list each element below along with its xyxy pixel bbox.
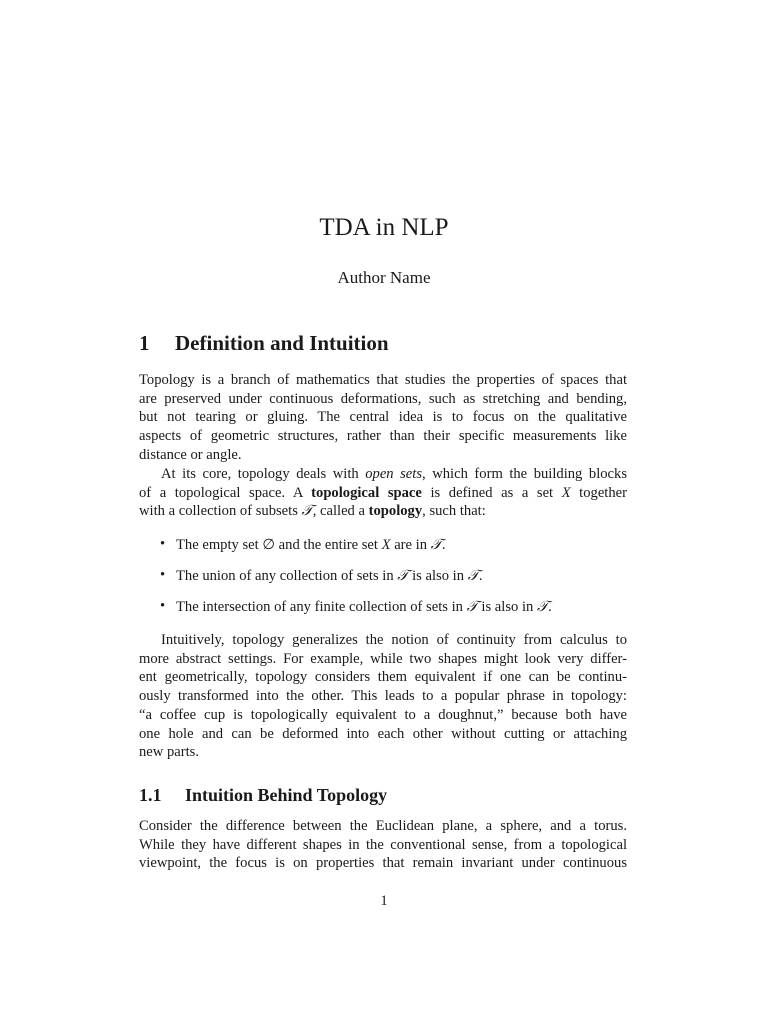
math-variable: X <box>561 484 571 501</box>
text-run: . <box>441 537 446 553</box>
section-title: Definition and Intuition <box>175 331 389 355</box>
subsection-heading <box>139 785 387 806</box>
paragraph-line: Intuitively, topology generalizes the notion of continuity from calculus to <box>161 632 627 648</box>
text-run: The intersection of any finite collection of sets in <box>176 599 467 615</box>
term-topology: topology <box>368 503 423 520</box>
paragraph-line: one hole and can be deformed into each other without cutting or attaching <box>139 725 627 742</box>
subsection-title: Intuition Behind Topology <box>185 785 388 805</box>
page-number: 1 <box>380 893 388 909</box>
paragraph-2 <box>139 465 627 521</box>
math-variable: 𝒯 <box>466 598 478 615</box>
text-run: , called a <box>312 503 369 520</box>
paragraph-line: ously transformed into the other. This leads to a popular phrase in topology: <box>139 688 627 705</box>
text-run: . <box>478 568 483 584</box>
paragraph-line: “a coffee cup is topologically equivalent to a doughnut,” because both have <box>139 706 627 723</box>
list-item-text <box>176 567 483 585</box>
author-name: Author Name <box>337 268 431 287</box>
text-run: The empty set ∅ and the entire set <box>176 537 382 553</box>
bullet-icon: • <box>160 536 166 552</box>
section-heading <box>139 331 389 356</box>
text-run: with a collection of subsets <box>139 503 302 520</box>
term-topological-space: topological space <box>311 484 422 501</box>
math-variable: X <box>381 537 391 553</box>
math-variable: 𝒯 <box>301 502 313 520</box>
paragraph-line <box>139 484 627 503</box>
paragraph-line <box>139 465 627 484</box>
paragraph-3 <box>139 631 627 762</box>
paragraph-line: are preserved under continuous deformations, such as stretching and bending, <box>139 390 627 407</box>
text-run: is also in <box>408 568 468 584</box>
bullet-icon: • <box>160 567 166 583</box>
paragraph-line <box>139 502 627 521</box>
text-run: At its core, topology deals with <box>161 466 366 482</box>
math-variable: 𝒯 <box>536 598 549 615</box>
text-run: of a topological space. A <box>139 484 312 501</box>
text-run: The union of any collection of sets in <box>176 568 398 584</box>
paragraph-line: aspects of geometric structures, rather than their specific measurements like <box>139 428 627 445</box>
paragraph-4 <box>139 817 627 873</box>
text-run: . <box>548 599 552 615</box>
paper-title: TDA in NLP <box>319 214 449 241</box>
text-run: is also in <box>477 599 537 615</box>
text-run: , which form the building blocks <box>422 466 627 482</box>
text-run: together <box>570 484 627 501</box>
list-item-text <box>176 598 552 616</box>
math-variable: 𝒯 <box>467 567 479 584</box>
list-item-text <box>176 536 446 554</box>
text-run: are in <box>390 537 431 553</box>
paragraph-line: more abstract settings. For example, while two shapes might look very differ- <box>139 650 627 667</box>
text-run: , such that: <box>422 503 486 520</box>
paragraph-1 <box>139 371 627 465</box>
subsection-number: 1.1 <box>139 785 162 805</box>
emphasis-open-sets: open sets <box>365 466 423 482</box>
paragraph-line: but not tearing or gluing. The central idea is to focus on the qualitative <box>139 409 627 426</box>
paragraph-line: distance or angle. <box>139 446 242 463</box>
math-variable: 𝒯 <box>430 536 442 553</box>
math-variable: 𝒯 <box>397 567 409 584</box>
paragraph-line: new parts. <box>139 744 199 761</box>
paragraph-line: ent geometrically, topology considers them equivalent if one can be continu- <box>139 669 627 686</box>
paragraph-line: While they have different shapes in the conventional sense, from a topological <box>139 836 627 853</box>
bullet-icon: • <box>160 598 166 614</box>
paragraph-line: Topology is a branch of mathematics that studies the properties of spaces that <box>139 372 627 388</box>
paragraph-line: Consider the difference between the Euclidean plane, a sphere, and a torus. <box>139 818 627 834</box>
text-run: is defined as a set <box>421 484 562 501</box>
paragraph-line: viewpoint, the focus is on properties that remain invariant under continuous <box>139 855 627 872</box>
section-number: 1 <box>139 331 150 355</box>
